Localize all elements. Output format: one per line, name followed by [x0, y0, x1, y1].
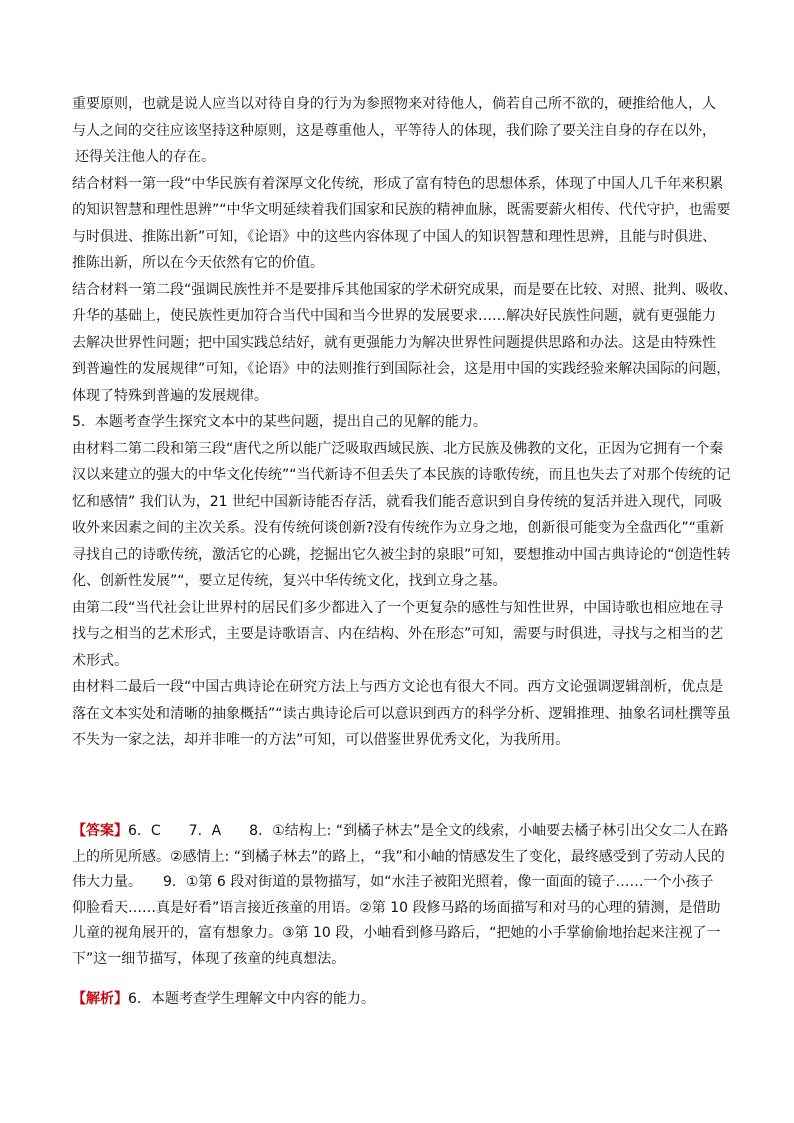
- text-line: 5．本题考查学生探究文本中的某些问题，提出自己的见解的能力。: [72, 414, 487, 430]
- text-line: 不失为一家之法，却并非唯一的方法”可知，可以借鉴世界优秀文化，为我所用。: [72, 732, 570, 748]
- text-line: 由材料二最后一段“中国古典诗论在研究方法上与西方文论也有很大不同。西方文论强调逻辑剖析，优点是: [72, 679, 724, 695]
- text-line: 收外来因素之间的主次关系。没有传统何谈创新?没有传统作为立身之地，创新很可能变为全盘西化”“重新: [72, 520, 724, 536]
- answer-line: [72, 822, 732, 840]
- text-line: 还得关注他人的存在。: [75, 149, 215, 165]
- text-line: 找与之相当的艺术形式，主要是诗歌语言、内在结构、外在形态”可知，需要与时俱进，寻找与之相当的艺: [72, 626, 724, 642]
- text-line: 重要原则，也就是说人应当以对待自身的行为为参照物来对待他人，倘若自己所不欲的，硬推给他人，人: [72, 96, 716, 112]
- text-line: 忆和感情” 我们认为，21 世纪中国新诗能否存活，就看我们能否意识到自身传统的复活并进入现代，同吸: [72, 493, 722, 510]
- text-line: 的知识智慧和理性思辨”“中华文明延续着我们国家和民族的精神血脉，既需要薪火相传、代代守护，也需要: [72, 202, 731, 218]
- text-line: 体现了特殊到普遍的发展规律。: [72, 387, 268, 404]
- analysis-line: [72, 990, 732, 1008]
- text-line: 与人之间的交往应该坚持这种原则，这是尊重他人，平等待人的体现，我们除了要关注自身的存在以外，: [72, 122, 716, 139]
- text-line: 去解决世界性问题；把中国实践总结好，就有更强能力为解决世界性问题提供思路和办法。这是由特殊性: [72, 334, 716, 351]
- text-line: 汉以来建立的强大的中华文化传统”“当代新诗不但丢失了本民族的诗歌传统，而且也失去了对那个传统的记: [72, 467, 731, 483]
- answer-line: 下”这一细节描写，体现了孩童的纯真想法。: [72, 950, 346, 967]
- text-line: 落在文本实处和清晰的抽象概括”“读古典诗论后可以意识到西方的科学分析、逻辑推理、抽象名词杜撰等虽: [72, 705, 731, 722]
- answer-line: 仰脸看天……真是好看”语言接近孩童的用语。②第 10 段修马路的场面描写和对马的心理的猜测，是借助: [72, 899, 721, 916]
- text-line: 推陈出新，所以在今天依然有它的价值。: [72, 255, 324, 271]
- answer-line: 儿童的视角展开的，富有想象力。③第 10 段，小岫看到修马路后，“把她的小手掌偷偷地抬起来注视了一: [72, 925, 721, 941]
- analysis-text: 6．本题考查学生理解文中内容的能力。: [128, 991, 375, 1007]
- answer-line: 上的所见所感。②感情上: “到橘子林去”的路上，“我”和小岫的情感发生了变化，最终感受到了劳动人民的: [72, 848, 725, 865]
- analysis-tag: 【解析】: [72, 991, 128, 1007]
- text-line: 到普遍性的发展规律”可知，《论语》中的法则推行到国际社会，这是用中国的实践经验来解决国际的问题，: [72, 361, 731, 377]
- answer-text: 6．C 7．A 8．①结构上: “到橘子林去”是全文的线索，小岫要去橘子林引出父女二人在路: [128, 823, 729, 839]
- text-line: 化、创新性发展”“，要立足传统，复兴中华传统文化，找到立身之基。: [72, 573, 507, 589]
- text-line: 结合材料一第二段“强调民族性并不是要排斥其他国家的学术研究成果，而是要在比较、对照、批判、吸收、: [72, 281, 738, 298]
- answer-line: 伟大力量。 9．①第 6 段对街道的景物描写，如“水洼子被阳光照着，像一面面的镜子……一个小孩子: [72, 874, 714, 890]
- text-line: 由材料二第二段和第三段“唐代之所以能广泛吸取西域民族、北方民族及佛教的文化，正因为它拥有一个秦: [72, 440, 724, 457]
- text-line: 术形式。: [72, 652, 128, 669]
- text-line: 与时俱进、推陈出新”可知，《论语》中的这些内容体现了中国人的知识智慧和理性思辨，且能与时俱进、: [72, 228, 717, 245]
- text-line: 由第二段“当代社会让世界村的居民们多少都进入了一个更复杂的感性与知性世界，中国诗歌也相应地在寻: [72, 599, 724, 616]
- text-line: 升华的基础上，使民族性更加符合当代中国和当今世界的发展要求……解决好民族性问题，就有更强能力: [72, 308, 716, 324]
- text-line: 结合材料一第一段“中华民族有着深厚文化传统，形成了富有特色的思想体系，体现了中国人几千年来积累: [72, 175, 724, 192]
- answer-tag: 【答案】: [72, 823, 128, 839]
- text-line: 寻找自己的诗歌传统，激活它的心跳，挖掘出它久被尘封的泉眼”可知，要想推动中国古典诗论的“创造性转: [72, 546, 731, 563]
